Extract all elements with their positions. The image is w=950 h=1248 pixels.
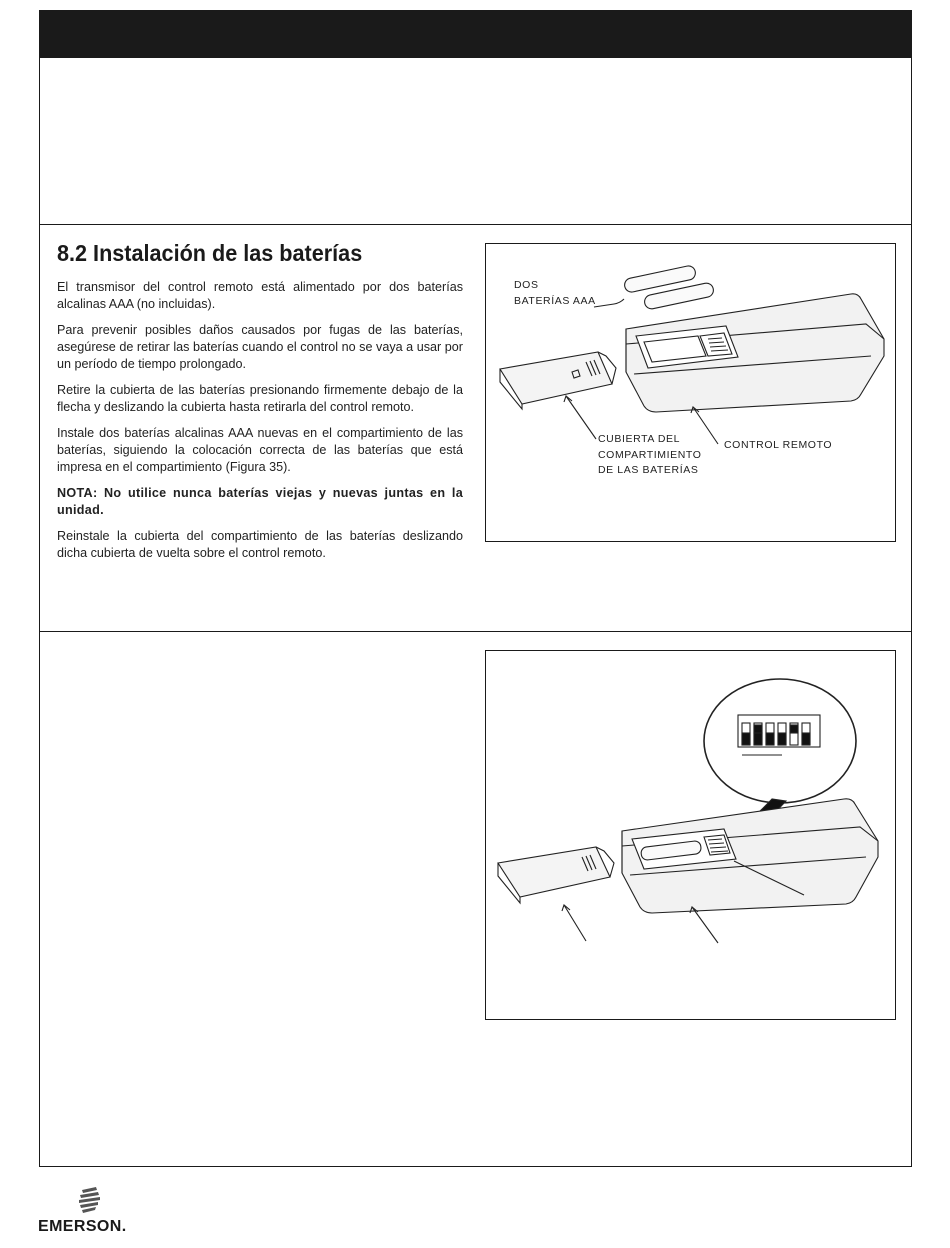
callout-battery-cover: CUBIERTA DEL COMPARTIMIENTO DE LAS BATERÍAS bbox=[598, 433, 702, 476]
paragraph-power: El transmisor del control remoto está alimentado por dos baterías alcalinas AAA (no incluidas). bbox=[57, 280, 463, 311]
section-divider-bottom bbox=[39, 631, 912, 632]
header-bar bbox=[39, 10, 912, 58]
dip-switch-illustration bbox=[486, 651, 895, 1019]
note-warning: NOTA: No utilice nunca baterías viejas y nuevas juntas en la unidad. bbox=[57, 486, 463, 517]
paragraph-reinstall-cover: Reinstale la cubierta del compartimiento de las baterías deslizando dicha cubierta de vuelta sobre el control remoto. bbox=[57, 529, 463, 560]
emerson-logo bbox=[38, 1186, 153, 1236]
section-divider-top bbox=[39, 224, 912, 225]
paragraph-remove-cover: Retire la cubierta de las baterías presionando firmemente debajo de la flecha y deslizando la cubierta hasta retirarla del control remoto. bbox=[57, 383, 463, 414]
battery-installation-figure bbox=[485, 243, 896, 542]
emerson-emblem-icon bbox=[38, 1186, 153, 1218]
paragraph-leak-warning: Para prevenir posibles daños causados por fugas de las baterías, asegúrese de retirar las baterías cuando el control no se vaya a usar por un período de tiempo prolongado. bbox=[57, 323, 463, 371]
callout-remote-control: CONTROL REMOTO bbox=[724, 439, 833, 451]
section-body bbox=[57, 279, 463, 571]
callout-batteries: DOS BATERÍAS AAA bbox=[514, 279, 596, 307]
paragraph-install-batteries: Instale dos baterías alcalinas AAA nuevas en el compartimiento de las baterías, siguiendo la colocación correcta de las baterías que está impresa en el compartimiento (Figura 35). bbox=[57, 426, 463, 474]
section-title: 8.2 Instalación de las baterías bbox=[57, 240, 363, 266]
emerson-logo-text: EMERSON. bbox=[38, 1218, 127, 1235]
dip-switch-figure bbox=[485, 650, 896, 1020]
